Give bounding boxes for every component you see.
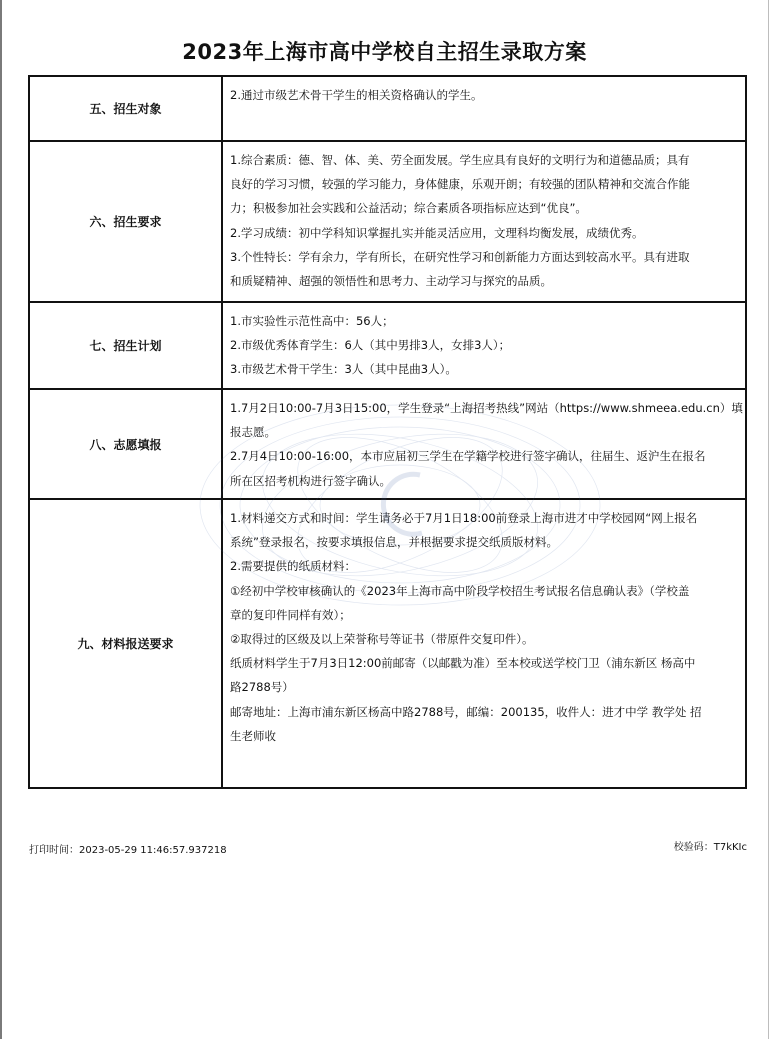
content-line: 报志愿。 [230, 425, 276, 440]
content-line: 良好的学习习惯，较强的学习能力，身体健康，乐观开朗；有较强的团队精神和交流合作能 [230, 177, 690, 192]
content-line: 2.需要提供的纸质材料： [230, 559, 356, 574]
content-line: 生老师收 [230, 728, 276, 743]
content-line: 1.7月2日10:00-7月3日15:00，学生登录“上海招考热线”网站（https://www.shmeea.edu.cn）填 [230, 401, 743, 415]
content-line: 3.市级艺术骨干学生：3人（其中昆曲3人）。 [230, 362, 457, 377]
row-label: 九、材料报送要求 [29, 499, 222, 788]
content-line: 所在区招考机构进行签字确认。 [230, 473, 391, 488]
content-line: 1.材料递交方式和时间：学生请务必于7月1日18:00前登录上海市进才中学校园网“网上报名 [230, 511, 698, 525]
document-title: 2023年上海市高中学校自主招生录取方案 [182, 40, 587, 64]
row-content [222, 302, 746, 389]
table-row [29, 389, 746, 499]
content-line: 章的复印件同样有效）； [230, 607, 351, 622]
content-line: 2.7月4日10:00-16:00，本市应届初三学生在学籍学校进行签字确认，往届生、返沪生在报名 [230, 449, 706, 464]
content-line: 路2788号） [230, 680, 294, 695]
content-line: 纸质材料学生于7月3日12:00前邮寄（以邮戳为准）至本校或送学校门卫（浦东新区 杨高中 [230, 656, 696, 671]
check-code: 校验码：T7kKIc [673, 842, 747, 853]
table-row [29, 499, 746, 788]
row-content [222, 141, 746, 302]
row-content [222, 76, 746, 141]
content-line: 和质疑精神、超强的领悟性和思考力、主动学习与探究的品质。 [230, 274, 552, 289]
table-row [29, 141, 746, 302]
content-line: ②取得过的区级及以上荣誉称号等证书（带原件交复印件）。 [230, 632, 534, 647]
table-row [29, 76, 746, 141]
print-time: 打印时间：2023-05-29 11:46:57.937218 [29, 845, 227, 856]
content-line: 2.市级优秀体育学生：6人（其中男排3人，女排3人）； [230, 338, 511, 353]
content-line: 2.学习成绩：初中学科知识掌握扎实并能灵活应用，文理科均衡发展，成绩优秀。 [230, 225, 644, 240]
content-line: 3.个性特长：学有余力，学有所长，在研究性学习和创新能力方面达到较高水平。具有进取 [230, 249, 690, 264]
content-line: 2.通过市级艺术骨干学生的相关资格确认的学生。 [230, 88, 483, 102]
content-line: 邮寄地址：上海市浦东新区杨高中路2788号，邮编：200135，收件人：进才中学 教学处 招 [230, 704, 702, 719]
row-content [222, 499, 746, 788]
page-left-border [0, 0, 2, 1039]
row-label: 八、志愿填报 [29, 389, 222, 499]
row-label: 七、招生计划 [29, 302, 222, 389]
content-line: ①经初中学校审核确认的《2023年上海市高中阶段学校招生考试报名信息确认表》（学校盖 [230, 583, 690, 598]
table-row [29, 302, 746, 389]
admission-plan-table [28, 75, 747, 789]
row-label: 五、招生对象 [29, 76, 222, 141]
row-label: 六、招生要求 [29, 141, 222, 302]
content-line: 1.综合素质：德、智、体、美、劳全面发展。学生应具有良好的文明行为和道德品质；具有 [230, 153, 690, 167]
content-line: 系统”登录报名，按要求填报信息，并根据要求提交纸质版材料。 [230, 535, 558, 550]
content-line: 1.市实验性示范性高中：56人； [230, 314, 394, 328]
content-line: 力；积极参加社会实践和公益活动；综合素质各项指标应达到“优良”。 [230, 201, 587, 216]
row-content [222, 389, 746, 499]
